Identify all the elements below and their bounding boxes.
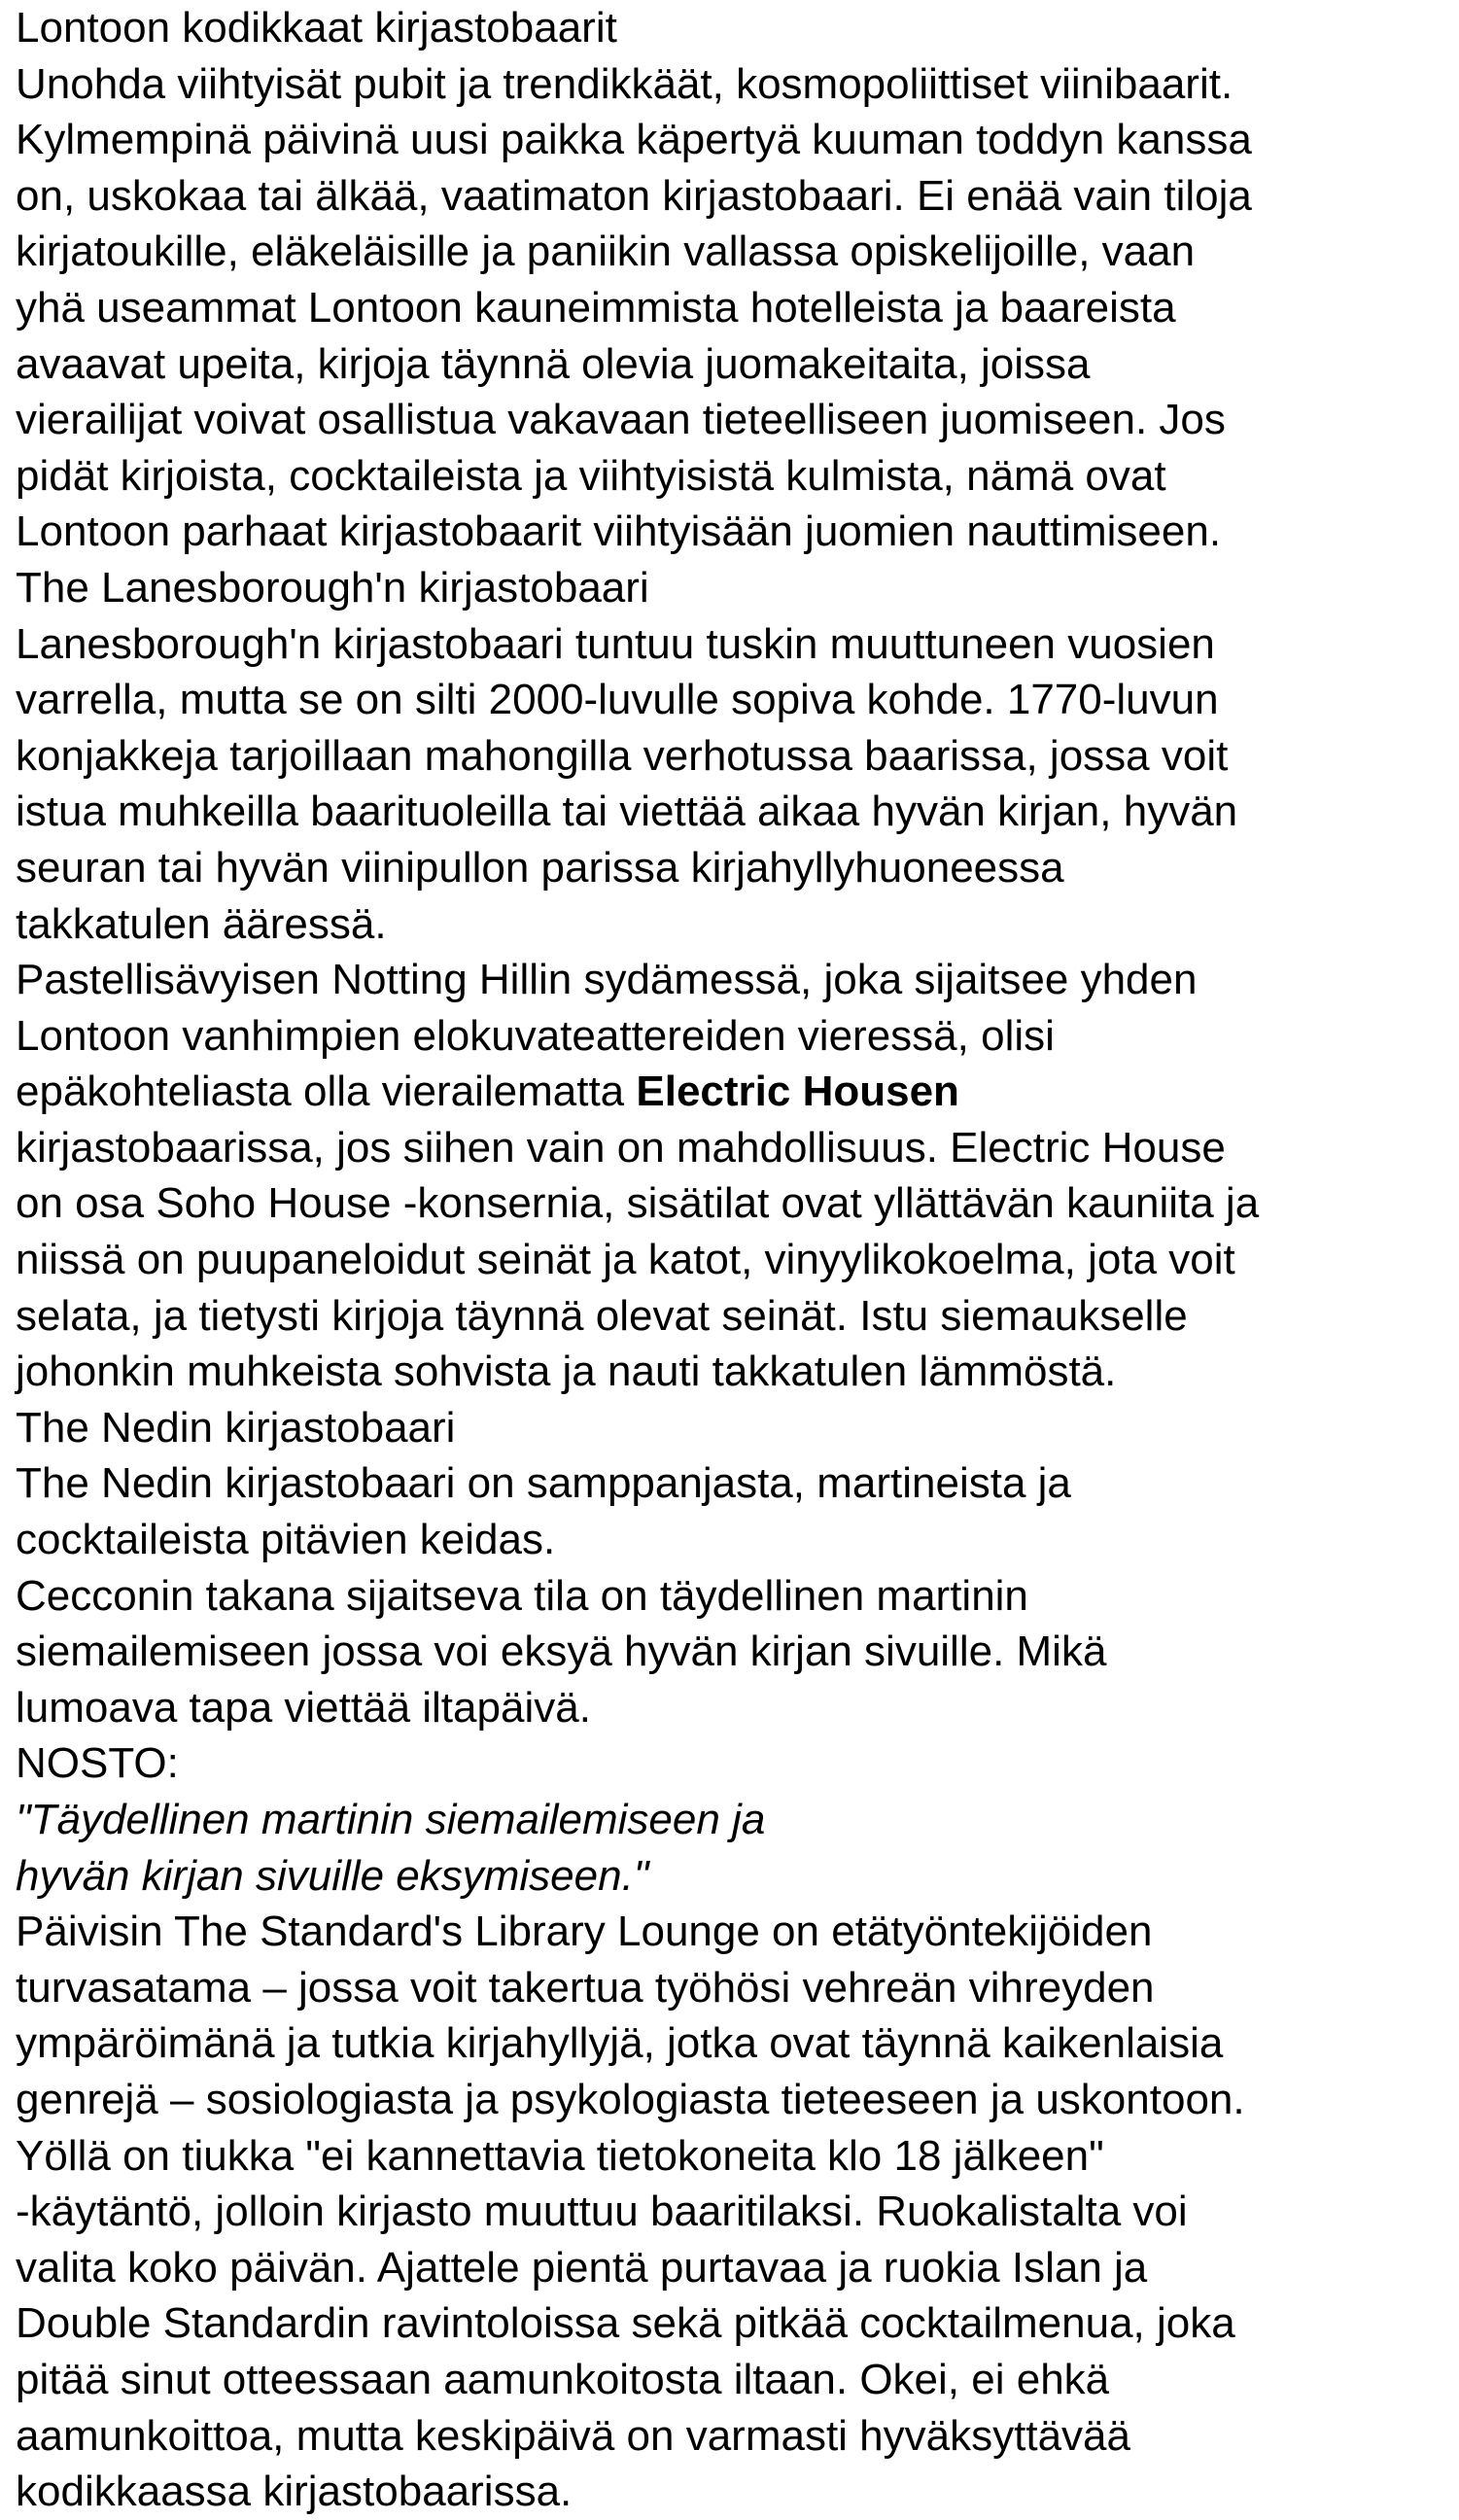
text-line: kirjastobaarissa, jos siihen vain on mahdollisuus. Electric House bbox=[16, 1123, 1226, 1172]
text-line: genrejä – sosiologiasta ja psykologiasta tieteeseen ja uskontoon. bbox=[16, 2075, 1245, 2123]
text-line: Kylmempinä päivinä uusi paikka käpertyä kuuman toddyn kanssa bbox=[16, 116, 1252, 164]
document-body bbox=[16, 0, 1454, 2520]
text-line: seuran tai hyvän viinipullon parissa kirjahyllyhuoneessa bbox=[16, 843, 1064, 892]
text-line: Lontoon kodikkaat kirjastobaarit bbox=[16, 4, 617, 52]
text-line: pitää sinut otteessaan aamunkoitosta iltaan. Okei, ei ehkä bbox=[16, 2355, 1110, 2403]
text-line: aamunkoittoa, mutta keskipäivä on varmasti hyväksyttävää bbox=[16, 2411, 1130, 2460]
text-line: istua muhkeilla baarituoleilla tai viettää aikaa hyvän kirjan, hyvän bbox=[16, 788, 1238, 836]
text-line: The Nedin kirjastobaari on samppanjasta, martineista ja bbox=[16, 1459, 1071, 1508]
text-line: Lontoon vanhimpien elokuvateattereiden vieressä, olisi bbox=[16, 1011, 1055, 1060]
pull-quote-label bbox=[16, 1735, 1454, 1792]
text-line: -käytäntö, jolloin kirjasto muuttuu baaritilaksi. Ruokalistalta voi bbox=[16, 2188, 1188, 2236]
text-line: kirjatoukille, eläkeläisille ja paniikin vallassa opiskelijoille, vaan bbox=[16, 228, 1196, 276]
text-line: kodikkaassa kirjastobaarissa. bbox=[16, 2468, 573, 2516]
text-line: Yöllä on tiukka "ei kannettavia tietokoneita klo 18 jälkeen" bbox=[16, 2131, 1104, 2180]
text-line: Lontoon parhaat kirjastobaarit viihtyisään juomien nauttimiseen. bbox=[16, 508, 1222, 556]
text-line: selata, ja tietysti kirjoja täynnä olevat seinät. Istu siemaukselle bbox=[16, 1291, 1188, 1340]
text-line: Lanesborough'n kirjastobaari tuntuu tuskin muuttuneen vuosien bbox=[16, 619, 1215, 668]
text-line: niissä on puupaneloidut seinät ja katot, vinyylikokoelma, jota voit bbox=[16, 1236, 1235, 1284]
text-line: turvasatama – jossa voit takertua työhösi vehreän vihreyden bbox=[16, 1963, 1155, 2012]
text-line: vierailijat voivat osallistua vakavaan tieteelliseen juomiseen. Jos bbox=[16, 396, 1226, 444]
intro-paragraph bbox=[16, 56, 1454, 560]
standard-paragraph bbox=[16, 1904, 1454, 2520]
text-line: Cecconin takana sijaitseva tila on täydellinen martinin bbox=[16, 1571, 1028, 1620]
text-line: on, uskokaa tai älkää, vaatimaton kirjastobaari. Ei enää vain tiloja bbox=[16, 171, 1252, 220]
article-title bbox=[16, 0, 1454, 56]
text-line: valita koko päivän. Ajattele pientä purtavaa ja ruokia Islan ja bbox=[16, 2243, 1148, 2292]
section-heading: The Lanesborough'n kirjastobaari bbox=[16, 563, 649, 612]
text-line: takkatulen ääressä. bbox=[16, 899, 387, 948]
ned-paragraph bbox=[16, 1455, 1454, 1567]
text-line: NOSTO: bbox=[16, 1739, 179, 1788]
pull-quote bbox=[16, 1792, 1454, 1904]
text-line bbox=[16, 1064, 1454, 1120]
lanesborough-heading bbox=[16, 560, 1454, 616]
text-line: avaavat upeita, kirjoja täynnä olevia juomakeitaita, joissa bbox=[16, 339, 1091, 388]
text-line: on osa Soho House -konsernia, sisätilat ovat yllättävän kauniita ja bbox=[16, 1179, 1260, 1228]
text-line: johonkin muhkeista sohvista ja nauti takkatulen lämmöstä. bbox=[16, 1348, 1117, 1396]
text-line: ympäröimänä ja tutkia kirjahyllyjä, jotka ovat täynnä kaikenlaisia bbox=[16, 2019, 1224, 2068]
quote-line: hyvän kirjan sivuille eksymiseen." bbox=[16, 1851, 649, 1900]
text-line: lumoava tapa viettää iltapäivä. bbox=[16, 1683, 591, 1732]
ned-heading bbox=[16, 1400, 1454, 1456]
text-line: Pastellisävyisen Notting Hillin sydämessä, joka sijaitsee yhden bbox=[16, 956, 1198, 1004]
text-line: Unohda viihtyisät pubit ja trendikkäät, kosmopoliittiset viinibaarit. bbox=[16, 59, 1233, 108]
text-line: konjakkeja tarjoillaan mahongilla verhotussa baarissa, jossa voit bbox=[16, 731, 1229, 780]
venue-name-bold: Electric Housen bbox=[636, 1068, 959, 1116]
quote-line: "Täydellinen martinin siemailemiseen ja bbox=[16, 1796, 766, 1843]
text-line: yhä useammat Lontoon kauneimmista hotelleista ja baareista bbox=[16, 283, 1176, 332]
lanesborough-paragraph bbox=[16, 616, 1454, 953]
electric-house-paragraph bbox=[16, 952, 1454, 1400]
text-line: varrella, mutta se on silti 2000-luvulle sopiva kohde. 1770-luvun bbox=[16, 676, 1219, 724]
text-line: Päivisin The Standard's Library Lounge on etätyöntekijöiden bbox=[16, 1908, 1153, 1956]
section-heading: The Nedin kirjastobaari bbox=[16, 1403, 456, 1452]
text-line: pidät kirjoista, cocktaileista ja viihtyisistä kulmista, nämä ovat bbox=[16, 451, 1166, 500]
text-line: Double Standardin ravintoloissa sekä pitkää cocktailmenua, joka bbox=[16, 2299, 1235, 2348]
ned-paragraph-2 bbox=[16, 1568, 1454, 1736]
text-line: siemailemiseen jossa voi eksyä hyvän kirjan sivuille. Mikä bbox=[16, 1628, 1107, 1676]
text-fragment: epäkohteliasta olla vierailematta bbox=[16, 1068, 637, 1116]
text-line: cocktaileista pitävien keidas. bbox=[16, 1516, 556, 1564]
